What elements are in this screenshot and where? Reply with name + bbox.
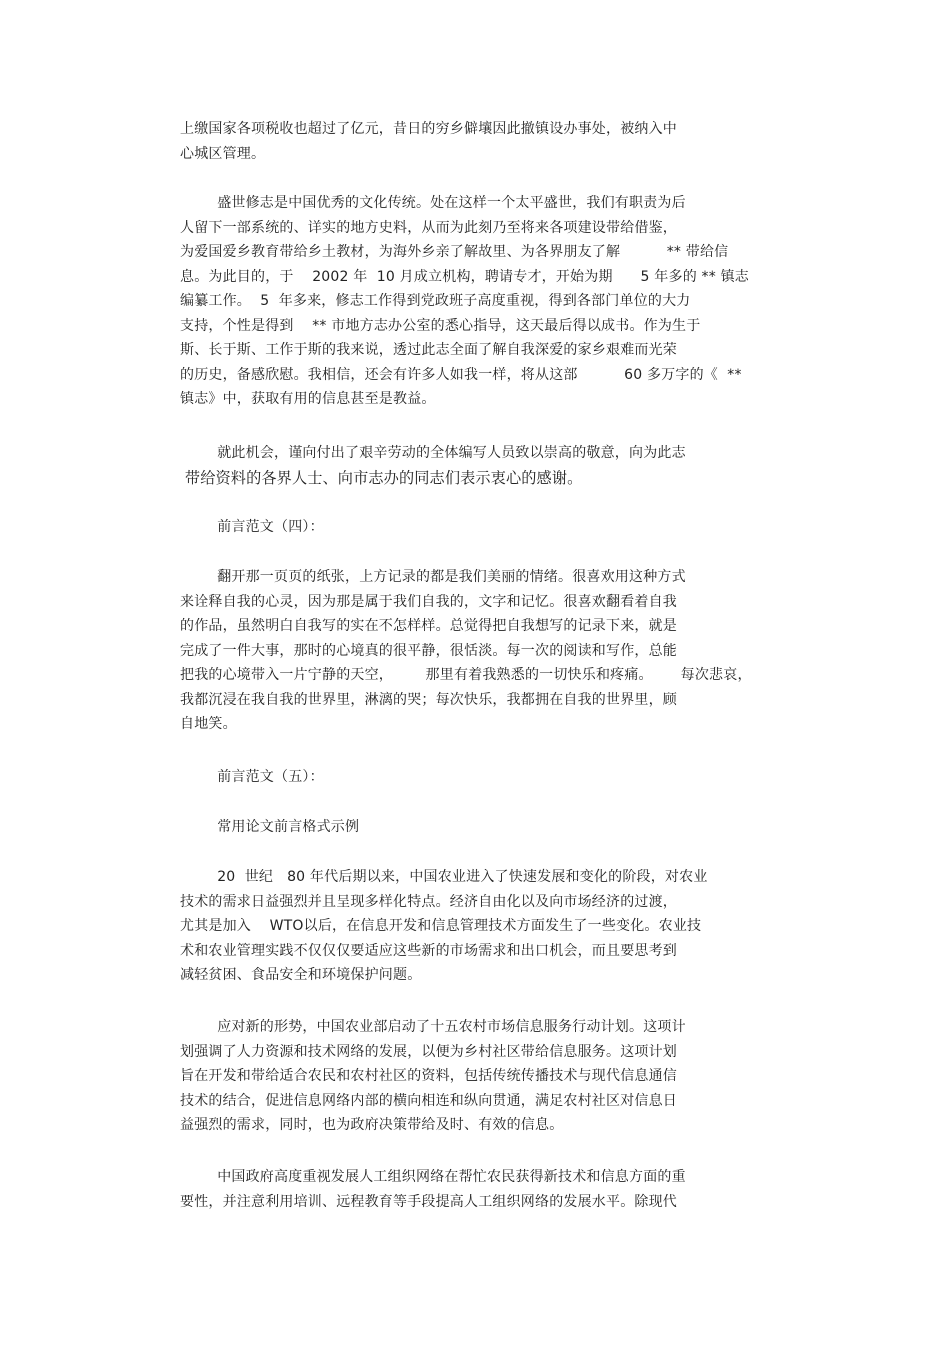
paragraph-information-service-plan — [180, 1015, 780, 1138]
text-line: 翻开那一页页的纸张，上方记录的都是我们美丽的情绪。很喜欢用这种方式 — [180, 569, 686, 585]
text-line: 编纂工作。 5 年多来，修志工作得到党政班子高度重视，得到各部门单位的大力 — [180, 293, 691, 309]
paragraph-local-chronicle — [180, 191, 780, 412]
text-line: 中国政府高度重视发展人工组织网络在帮忙农民获得新技术和信息方面的重 — [180, 1169, 686, 1185]
text-line: 为爱国爱乡教育带给乡土教材，为海外乡亲了解故里、为各界朋友了解 ** 带给信 — [180, 244, 729, 260]
text-line: 技术的结合，促进信息网络内部的横向相连和纵向贯通，满足农村社区对信息日 — [180, 1092, 677, 1109]
text-line: 尤其是加入 WTO以后，在信息开发和信息管理技术方面发生了一些变化。农业技 — [180, 918, 702, 934]
paragraph-acknowledgement — [180, 441, 780, 490]
heading-paper-preface-example — [180, 815, 780, 840]
text-line: 技术的需求日益强烈并且呈现多样化特点。经济自由化以及向市场经济的过渡， — [180, 893, 677, 910]
text-line: 益强烈的需求，同时，也为政府决策带给及时、有效的信息。 — [180, 1117, 564, 1133]
section-heading: 前言范文（五）： — [180, 769, 324, 785]
text-line: 20 世纪 80 年代后期以来，中国农业进入了快速发展和变化的阶段，对农业 — [180, 869, 708, 885]
text-line: 息。为此目的，于 2002 年 10 月成立机构，聘请专才，开始为期 5 年多的 ** 镇志 — [180, 268, 750, 285]
text-line: 就此机会，谨向付出了艰辛劳动的全体编写人员致以崇高的敬意，向为此志 — [180, 445, 686, 461]
heading-preface-five — [180, 765, 780, 790]
text-line: 心城区管理。 — [180, 145, 266, 162]
text-line: 支持，个性是得到 ** 市地方志办公室的悉心指导，这天最后得以成书。作为生于 — [180, 317, 701, 334]
text-line: 的历史，备感欣慰。我相信，还会有许多人如我一样，将从这部 60 多万字的《 ** — [180, 366, 742, 383]
text-line: 上缴国家各项税收也超过了亿元，昔日的穷乡僻壤因此撤镇设办事处，被纳入中 — [180, 121, 677, 137]
text-line: 术和农业管理实践不仅仅仅要适应这些新的市场需求和出口机会，而且要思考到 — [180, 942, 677, 959]
text-line: 减轻贫困、食品安全和环境保护问题。 — [180, 967, 422, 983]
text-line: 镇志》中，获取有用的信息甚至是教益。 — [180, 391, 436, 407]
text-line: 划强调了人力资源和技术网络的发展，以便为乡村社区带给信息服务。这项计划 — [180, 1043, 677, 1060]
heading-preface-four — [180, 515, 780, 540]
paragraph-agriculture-development — [180, 865, 780, 988]
text-line: 的作品，虽然明白自我写的实在不怎样样。总觉得把自我想写的记录下来，就是 — [180, 618, 677, 634]
text-line: 来诠释自我的心灵，因为那是属于我们自我的，文字和记忆。很喜欢翻看着自我 — [180, 593, 677, 610]
text-line: 人留下一部系统的、详实的地方史料，从而为此刻乃至将来各项建设带给借鉴， — [180, 219, 677, 236]
text-line: 斯、长于斯、工作于斯的我来说，透过此志全面了解自我深爱的家乡艰难而光荣 — [180, 342, 677, 358]
text-line: 旨在开发和带给适合农民和农村社区的资料，包括传统传播技术与现代信息通信 — [180, 1068, 677, 1084]
text-line: 带给资料的各界人士、向市志办的同志们表示衷心的感谢。 — [180, 468, 583, 487]
text-line: 把我的心境带入一片宁静的天空， 那里有着我熟悉的一切快乐和疼痛。 每次悲哀， — [180, 667, 752, 683]
text-line: 盛世修志是中国优秀的文化传统。处在这样一个太平盛世，我们有职责为后 — [180, 195, 686, 211]
text-line: 应对新的形势，中国农业部启动了十五农村市场信息服务行动计划。这项计 — [180, 1019, 686, 1035]
text-line: 我都沉浸在我自我的世界里，淋漓的哭；每次快乐，我都拥在自我的世界里，顾 — [180, 691, 677, 708]
text-line: 自地笑。 — [180, 716, 237, 732]
text-line: 完成了一件大事，那时的心境真的很平静，很恬淡。每一次的阅读和写作，总能 — [180, 642, 677, 659]
paragraph-human-network — [180, 1165, 780, 1214]
section-heading: 前言范文（四）： — [180, 519, 324, 535]
section-heading: 常用论文前言格式示例 — [180, 819, 360, 835]
text-line: 要性，并注意利用培训、远程教育等手段提高人工组织网络的发展水平。除现代 — [180, 1193, 677, 1210]
paragraph-city-management — [180, 117, 780, 166]
paragraph-reflection — [180, 565, 780, 737]
